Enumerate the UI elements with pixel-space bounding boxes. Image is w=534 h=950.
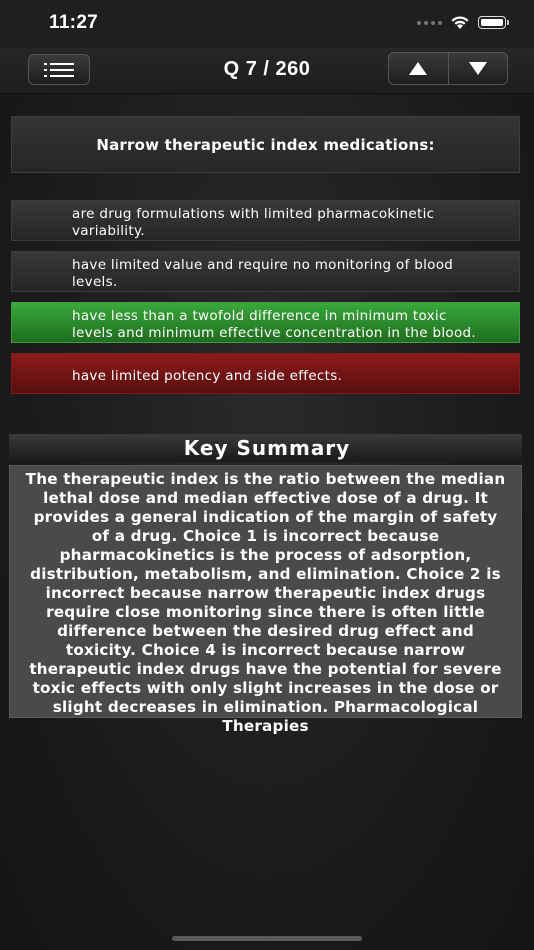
question-navigation — [388, 52, 508, 85]
battery-icon — [478, 16, 506, 29]
status-icons — [417, 15, 506, 30]
summary-explanation: The therapeutic index is the ratio between the median lethal dose and median effective dose of a drug. It provides a general indication of the margin of safety of a drug. Choice 1 is incorrect because pharmacokinetics is the process of adsorption, distribution, metabolism, and elimination. Choice 2 is incorrect because narrow therapeutic index drugs require close monitoring since there is often little difference between the desired drug effect and toxicity. Choice 4 is incorrect because narrow therapeutic index drugs have the potential for severe toxic effects with only slight increases in the dose or slight decreases in elimination. Pharmacological Therapies — [9, 465, 522, 718]
summary-title: Key Summary — [183, 436, 351, 460]
question-counter: Q 7 / 260 — [223, 58, 311, 80]
answer-choice-4-incorrect[interactable]: have limited potency and side effects. — [11, 353, 520, 394]
nav-bar — [0, 48, 534, 94]
answer-choice-2[interactable]: have limited value and require no monitoring of blood levels. — [11, 251, 520, 292]
next-question-button[interactable] — [448, 53, 508, 84]
status-time: 11:27 — [49, 12, 99, 33]
wifi-icon — [450, 15, 470, 30]
answer-choice-3-correct[interactable]: have less than a twofold difference in minimum toxic levels and minimum effective concentration in the blood. — [11, 302, 520, 343]
previous-question-button[interactable] — [389, 53, 448, 84]
home-indicator[interactable] — [172, 936, 362, 941]
status-bar — [0, 0, 534, 48]
arrow-down-icon — [469, 62, 487, 75]
question-text: Narrow therapeutic index medications: — [11, 116, 520, 173]
answer-choice-1[interactable]: are drug formulations with limited pharmacokinetic variability. — [11, 200, 520, 241]
signal-dots-icon — [417, 21, 442, 25]
arrow-up-icon — [409, 62, 427, 75]
